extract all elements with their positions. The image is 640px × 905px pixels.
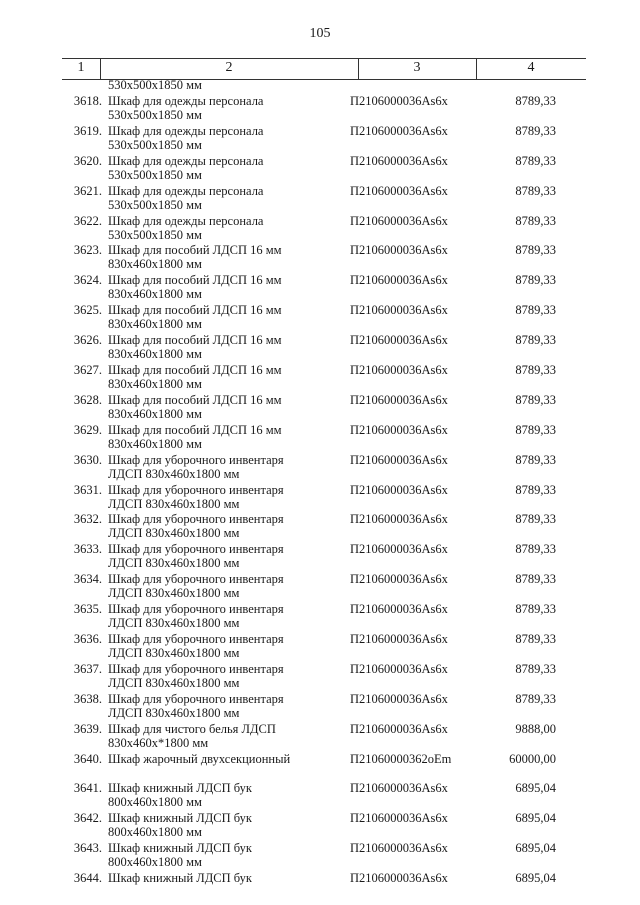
row-number: 3627. [73,363,102,378]
table-row [0,826,640,870]
table-row [0,856,640,886]
row-number: 3631. [73,482,102,497]
item-name: Шкаф для одежды персонала [108,183,264,198]
item-name: Шкаф жарочный двухсекционный [108,751,291,766]
item-name: Шкаф для пособий ЛДСП 16 мм [108,273,282,288]
item-name: Шкаф для пособий ЛДСП 16 мм [108,392,282,407]
item-name-continued: 530x500x1850 мм [108,197,202,212]
item-name-continued: ЛДСП 830x460x1800 мм [108,675,240,690]
table-row [0,438,640,481]
row-number: 3625. [73,303,102,318]
table-row [0,258,640,302]
row-number: 3630. [73,452,102,467]
table-row [0,378,640,421]
item-name-continued: 530x500x1850 мм [108,137,202,152]
row-number: 3623. [73,243,102,258]
item-code: П2106000036Аs6x [350,482,448,497]
header-col-1: 1 [77,60,85,75]
row-number: 3620. [73,153,102,168]
item-code: П2106000036Аs6x [350,811,448,826]
item-price: 8789,33 [515,512,556,527]
row-number: 3618. [73,94,102,108]
item-name-continued: 530x500x1850 мм [108,167,202,182]
table-row [0,557,640,601]
item-name-continued: 800x460x1800 мм [108,825,202,840]
item-price: 8789,33 [515,123,556,138]
item-name: Шкаф для уборочного инвентаря [108,482,284,497]
item-name-continued: 530x500x1850 мм [108,227,202,242]
row-number: 3639. [73,721,102,736]
row-number: 3624. [73,273,102,288]
row-number: 3638. [73,691,102,706]
row-number: 3634. [73,572,102,587]
item-name: Шкаф для одежды персонала [108,123,264,138]
table-row [0,139,640,182]
table-row [0,169,640,212]
item-code: П2106000036Аs6x [350,512,448,527]
item-name: Шкаф для одежды персонала [108,213,264,228]
item-name-continued: 800x460x1800 мм [108,855,202,870]
row-number: 3626. [73,333,102,348]
item-price: 8789,33 [515,273,556,288]
header-col-2: 2 [225,60,233,75]
item-name: Шкаф для уборочного инвентаря [108,572,284,587]
item-name: Шкаф для пособий ЛДСП 16 мм [108,333,282,348]
row-number: 3642. [73,811,102,826]
item-name-continued: 830x460x1800 мм [108,377,202,392]
item-name-continued: ЛДСП 830x460x1800 мм [108,466,240,481]
item-price: 8789,33 [515,213,556,228]
item-code: П2106000036Аs6x [350,153,448,168]
table-row [0,617,640,661]
item-price: 8789,33 [515,542,556,557]
item-price: 8789,33 [515,602,556,617]
row-number: 3632. [73,512,102,527]
item-price: 6895,04 [515,871,556,886]
item-name: Шкаф для уборочного инвентаря [108,452,284,467]
row-number: 3641. [73,781,102,796]
row-number: 3622. [73,213,102,228]
item-name: Шкаф для уборочного инвентаря [108,542,284,557]
item-code: П21060000362oEm [350,751,452,766]
item-price: 8789,33 [515,153,556,168]
item-name-continued: 830x460x1800 мм [108,436,202,451]
item-name-continued: 830x460x*1800 мм [108,735,209,750]
item-code: П2106000036Аs6x [350,363,448,378]
item-name-continued: ЛДСП 830x460x1800 мм [108,646,240,661]
item-code: П2106000036Аs6x [350,841,448,856]
item-code: П2106000036Аs6x [350,871,448,886]
row-number: 3644. [73,871,102,886]
table-row [0,348,640,392]
table-header [62,58,586,80]
item-code: П2106000036Аs6x [350,273,448,288]
item-code: П2106000036Аs6x [350,632,448,647]
item-price: 60000,00 [509,751,556,766]
item-price: 8789,33 [515,94,556,108]
row-number: 3629. [73,422,102,437]
item-price: 8789,33 [515,691,556,706]
table-row [0,408,640,451]
table-body [0,79,640,886]
item-code: П2106000036Аs6x [350,94,448,108]
row-number: 3643. [73,841,102,856]
row-number: 3635. [73,602,102,617]
header-col-3: 3 [413,60,421,75]
table-row [0,647,640,690]
item-name-continued: 830x460x1800 мм [108,406,202,421]
item-name: Шкаф книжный ЛДСП бук [108,781,252,796]
table-row [0,737,640,767]
row-number: 3628. [73,392,102,407]
table-row [0,587,640,631]
table-row [0,79,640,122]
item-price: 6895,04 [515,781,556,796]
table-row [0,707,640,750]
item-price: 8789,33 [515,183,556,198]
item-code: П2106000036Аs6x [350,602,448,617]
item-price: 8789,33 [515,333,556,348]
item-code: П2106000036Аs6x [350,781,448,796]
item-name-continued: 830x460x1800 мм [108,347,202,362]
item-name: Шкаф для одежды персонала [108,94,264,108]
table-row [0,796,640,840]
item-name-continued: ЛДСП 830x460x1800 мм [108,556,240,571]
item-name: Шкаф для одежды персонала [108,153,264,168]
header-col-4: 4 [527,60,535,75]
item-name: Шкаф для уборочного инвентаря [108,632,284,647]
item-code: П2106000036Аs6x [350,452,448,467]
item-code: П2106000036Аs6x [350,243,448,258]
item-code: П2106000036Аs6x [350,392,448,407]
item-name-continued: 800x460x1800 мм [108,795,202,810]
item-code: П2106000036Аs6x [350,572,448,587]
item-price: 8789,33 [515,363,556,378]
item-name: Шкаф для уборочного инвентаря [108,691,284,706]
item-price: 8789,33 [515,632,556,647]
item-price: 8789,33 [515,572,556,587]
item-name: Шкаф книжный ЛДСП бук [108,811,252,826]
item-name-continued: 830x460x1800 мм [108,317,202,332]
row-number: 3621. [73,183,102,198]
item-price: 8789,33 [515,422,556,437]
item-price: 8789,33 [515,243,556,258]
item-name-continued: 830x460x1800 мм [108,257,202,272]
table-row [0,468,640,511]
table-row [0,199,640,242]
item-price: 6895,04 [515,811,556,826]
table-row [0,228,640,272]
item-code: П2106000036Аs6x [350,123,448,138]
item-name-continued: ЛДСП 830x460x1800 мм [108,496,240,511]
table-row [0,288,640,332]
row-number: 3633. [73,542,102,557]
item-name-continued: ЛДСП 830x460x1800 мм [108,586,240,601]
row-number: 3636. [73,632,102,647]
item-price: 8789,33 [515,303,556,318]
item-name-continued: 530x500x1850 мм [108,108,202,122]
item-code: П2106000036Аs6x [350,661,448,676]
item-price: 9888,00 [515,721,556,736]
item-name: Шкаф для пособий ЛДСП 16 мм [108,243,282,258]
table-row [0,497,640,541]
item-name-continued: 830x460x1800 мм [108,287,202,302]
item-name: Шкаф для уборочного инвентаря [108,661,284,676]
row-number: 3640. [73,751,102,766]
item-name: Шкаф для уборочного инвентаря [108,602,284,617]
item-code: П2106000036Аs6x [350,721,448,736]
item-name: Шкаф книжный ЛДСП бук [108,871,252,886]
item-name: Шкаф для пособий ЛДСП 16 мм [108,363,282,378]
item-code: П2106000036Аs6x [350,691,448,706]
item-name: Шкаф для уборочного инвентаря [108,512,284,527]
table-row [0,318,640,362]
item-name: Шкаф для чистого белья ЛДСП [108,721,276,736]
item-price: 8789,33 [515,482,556,497]
row-number: 3619. [73,123,102,138]
item-code: П2106000036Аs6x [350,213,448,228]
item-code: П2106000036Аs6x [350,542,448,557]
item-code: П2106000036Аs6x [350,422,448,437]
table-row [0,766,640,810]
item-price: 6895,04 [515,841,556,856]
item-name-continued: ЛДСП 830x460x1800 мм [108,616,240,631]
item-name: Шкаф книжный ЛДСП бук [108,841,252,856]
item-price: 8789,33 [515,661,556,676]
item-code: П2106000036Аs6x [350,183,448,198]
table-row [0,109,640,152]
item-name-continued: ЛДСП 830x460x1800 мм [108,526,240,541]
item-code: П2106000036Аs6x [350,303,448,318]
continued-text: 530x500x1850 мм [108,78,202,92]
table-row [0,677,640,720]
item-name: Шкаф для пособий ЛДСП 16 мм [108,303,282,318]
item-name-continued: ЛДСП 830x460x1800 мм [108,705,240,720]
row-number: 3637. [73,661,102,676]
item-name: Шкаф для пособий ЛДСП 16 мм [108,422,282,437]
item-price: 8789,33 [515,392,556,407]
page-number: 105 [309,26,331,41]
item-code: П2106000036Аs6x [350,333,448,348]
item-price: 8789,33 [515,452,556,467]
table-row [0,527,640,571]
